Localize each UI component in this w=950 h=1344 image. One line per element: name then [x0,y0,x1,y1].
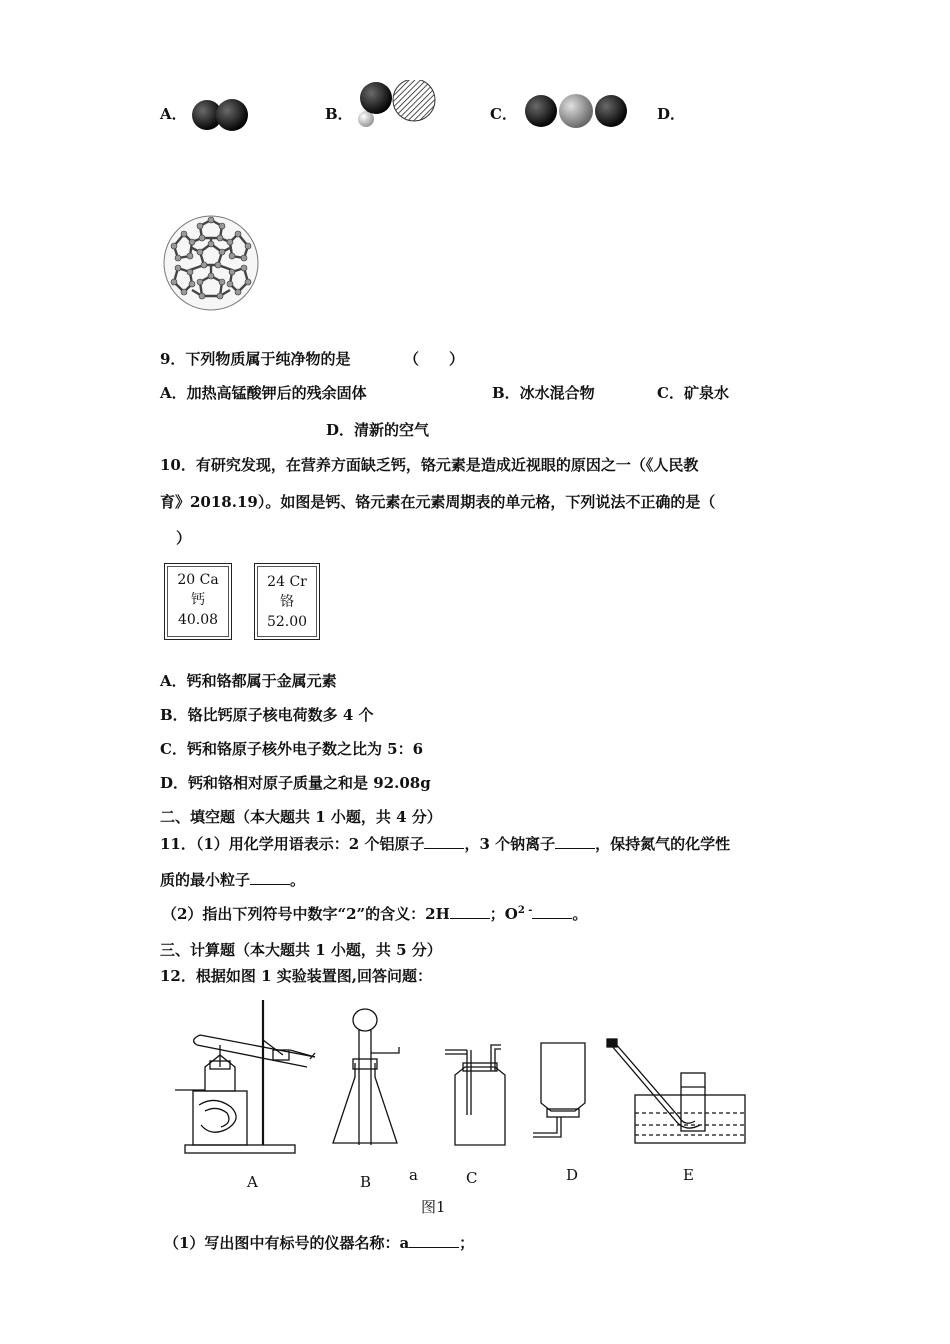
q12-stem: 12．根据如图 1 实验装置图,回答问题： [160,967,432,985]
section-fill-in-title: 二、填空题（本大题共 1 小题，共 4 分） [160,808,442,826]
cr-name: 铬 [280,594,294,610]
q10-option-d: D．钙和铬相对原子质量之和是 92.08g [160,774,431,792]
q11-line2 [160,869,305,890]
q11-line3-part-c: 。 [572,905,588,923]
cr-symbol: Cr [289,574,307,590]
molecule-model-a [188,96,260,132]
q11-line1-part-a: 11．（1）用化学用语表示：2 个铝原子 [160,835,425,853]
q10-stem-line2: 育》2018.19）。如图是钙、铬元素在元素周期表的单元格，下列说法不正确的是（ [160,493,716,511]
q11-line1-part-b: ，3 个钠离子 [464,835,556,853]
q9-option-c: C．矿泉水 [657,384,729,402]
q9-answer-paren: （ ） [404,350,465,368]
option-b-label: B． [325,105,353,123]
q11-line1-part-c: ，保持氮气的化学性 [595,835,731,853]
answer-blank[interactable] [250,870,290,885]
q9-stem: 9．下列物质属于纯净物的是 [160,350,351,368]
answer-blank[interactable] [424,834,464,849]
q12-sub1-part-a: （1）写出图中有标号的仪器名称：a [164,1234,410,1252]
option-a-label: A． [160,105,187,123]
answer-blank[interactable] [555,834,595,849]
apparatus-caption-e: E [683,1166,694,1184]
ca-name: 钙 [191,592,205,608]
apparatus-caption-a: A [247,1173,258,1191]
q11-line3-part-b: ；O [489,905,518,923]
q11-line2-part-b: 。 [290,871,306,889]
q12-sub1 [164,1232,474,1253]
fullerene-model [160,212,262,314]
q10-option-c: C．钙和铬原子核外电子数之比为 5：6 [160,740,424,758]
section-calc-title: 三、计算题（本大题共 1 小题，共 5 分） [160,941,442,959]
apparatus-caption-b: B [360,1173,372,1191]
cr-atomic-number: 24 [267,574,285,590]
answer-blank[interactable] [450,904,490,919]
molecule-model-b [352,80,442,130]
q9-option-b: B．冰水混合物 [492,384,595,402]
q10-stem-line1: 10．有研究发现，在营养方面缺乏钙，铬元素是造成近视眼的原因之一（《人民教 [160,456,699,474]
apparatus-caption-c: C [466,1169,478,1187]
ca-atomic-mass: 40.08 [177,612,219,628]
ca-symbol: Ca [199,572,219,588]
apparatus-figure [155,995,775,1175]
element-cell-calcium [164,563,232,640]
q10-option-a: A．钙和铬都属于金属元素 [160,672,337,690]
q12-sub1-part-b: ； [459,1234,475,1252]
q11-line1 [160,833,730,854]
molecule-model-c [522,91,632,131]
q9-option-d: D．清新的空气 [326,421,430,439]
q9-option-a: A．加热高锰酸钾后的残余固体 [160,384,367,402]
element-cell-chromium [254,563,320,640]
cr-atomic-mass: 52.00 [266,614,308,630]
apparatus-label-a: a [409,1166,418,1184]
q11-line2-part-a: 质的最小粒子 [160,871,251,889]
answer-blank[interactable] [409,1233,459,1248]
q10-stem-line3: ） [176,529,192,547]
option-d-label: D． [657,105,686,123]
q11-line3 [162,903,587,924]
q11-line3-part-a: （2）指出下列符号中数字“2”的含义：2H [162,905,450,923]
oxide-ion-charge: 2 - [517,905,533,916]
apparatus-caption-d: D [566,1166,579,1184]
figure-caption: 图1 [421,1198,446,1216]
ca-atomic-number: 20 [177,572,196,588]
option-c-label: C． [490,105,517,123]
q10-option-b: B．铬比钙原子核电荷数多 4 个 [160,706,374,724]
answer-blank[interactable] [532,904,572,919]
